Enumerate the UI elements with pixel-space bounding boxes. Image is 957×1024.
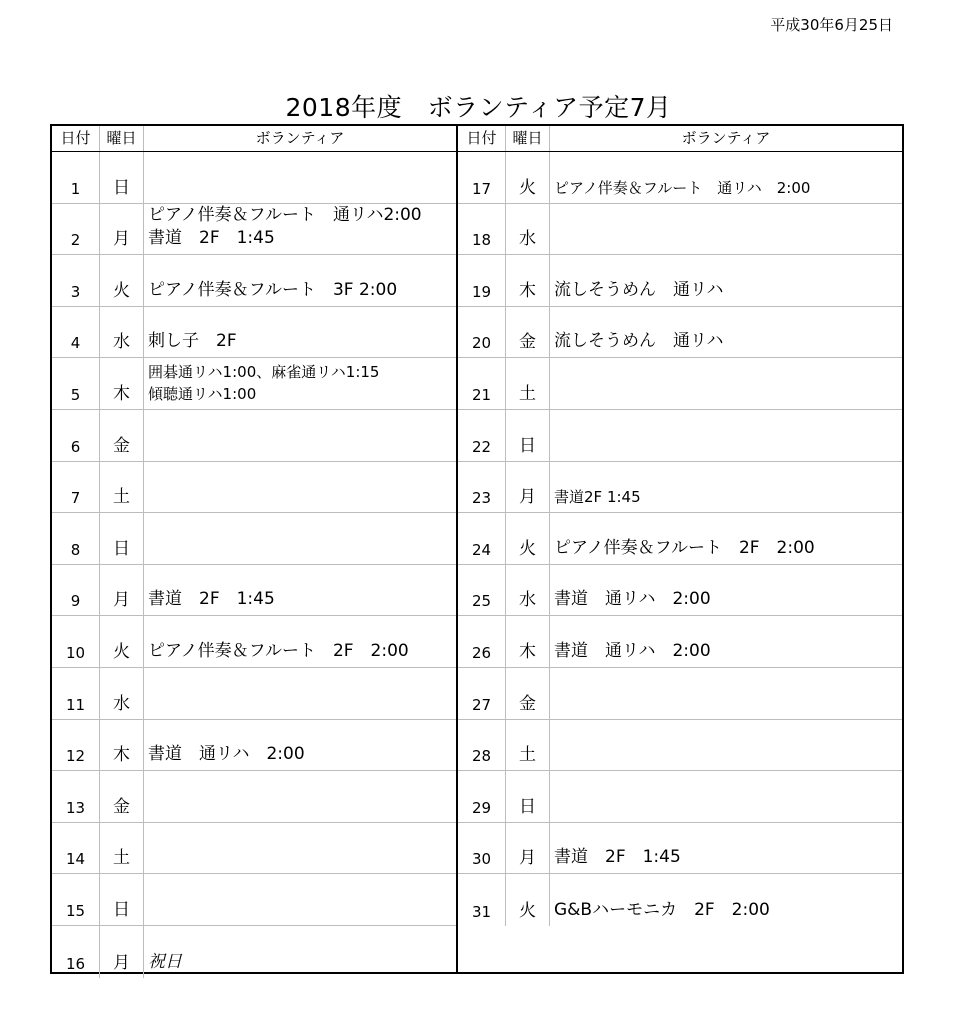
- activity-line: 書道2F 1:45: [554, 488, 641, 507]
- activity-cell: [550, 565, 902, 616]
- day-cell: 4: [52, 307, 100, 358]
- weekday-cell: 日: [100, 874, 144, 925]
- header-weekday: 曜日: [506, 126, 550, 151]
- activity-line: 流しそうめん 通リハ: [554, 279, 724, 300]
- activity-line: 流しそうめん 通リハ: [554, 331, 724, 352]
- activity-cell: [144, 410, 456, 461]
- table-row: [52, 823, 456, 875]
- day-cell: 6: [52, 410, 100, 461]
- table-row: [52, 358, 456, 410]
- table-row: [458, 307, 902, 359]
- activity-cell: [550, 874, 902, 926]
- day-cell: 30: [458, 823, 506, 874]
- activity-cell: [144, 152, 456, 203]
- activity-line: 書道 通リハ 2:00: [554, 640, 711, 661]
- weekday-cell: 水: [100, 668, 144, 719]
- weekday-cell: 金: [100, 410, 144, 461]
- day-cell: 31: [458, 874, 506, 926]
- weekday-cell: 月: [506, 823, 550, 874]
- day-cell: 17: [458, 152, 506, 203]
- weekday-cell: 金: [506, 668, 550, 719]
- day-cell: 14: [52, 823, 100, 874]
- activity-cell: [550, 307, 902, 358]
- table-row: [52, 720, 456, 772]
- table-row: [458, 358, 902, 410]
- activity-cell: [144, 874, 456, 925]
- weekday-cell: 日: [506, 410, 550, 461]
- day-cell: 21: [458, 358, 506, 409]
- day-cell: 27: [458, 668, 506, 719]
- weekday-cell: 水: [506, 204, 550, 255]
- day-cell: 11: [52, 668, 100, 719]
- day-cell: 16: [52, 926, 100, 978]
- weekday-cell: 土: [506, 720, 550, 771]
- weekday-cell: 月: [100, 565, 144, 616]
- weekday-cell: 月: [506, 462, 550, 513]
- activity-line: ピアノ伴奏＆フルート 2F 2:00: [554, 537, 815, 558]
- activity-cell: [144, 307, 456, 358]
- table-row: [52, 462, 456, 514]
- schedule-left-half: [52, 126, 458, 972]
- table-row: [52, 771, 456, 823]
- day-cell: 5: [52, 358, 100, 409]
- activity-cell: [144, 255, 456, 306]
- activity-line: 刺し子 2F: [148, 331, 237, 352]
- activity-cell: [550, 204, 902, 255]
- activity-line: 傾聴通リハ1:00: [148, 384, 257, 403]
- day-cell: 20: [458, 307, 506, 358]
- table-row: [52, 152, 456, 204]
- table-row: [458, 255, 902, 307]
- weekday-cell: 水: [506, 565, 550, 616]
- day-cell: 18: [458, 204, 506, 255]
- activity-cell: [550, 823, 902, 874]
- header-activity: ボランティア: [681, 129, 771, 147]
- table-header-row: [52, 126, 456, 152]
- table-row: [458, 513, 902, 565]
- activity-cell: [550, 668, 902, 719]
- activity-cell: [550, 720, 902, 771]
- table-row: [458, 410, 902, 462]
- table-row: [52, 874, 456, 926]
- table-row: [52, 410, 456, 462]
- activity-cell: [144, 565, 456, 616]
- activity-cell: [550, 410, 902, 461]
- activity-line: 書道 通リハ 2:00: [148, 744, 305, 765]
- weekday-cell: 土: [100, 823, 144, 874]
- activity-line: 書道 2F 1:45: [148, 228, 275, 249]
- activity-line: 書道 2F 1:45: [554, 847, 681, 868]
- day-cell: 1: [52, 152, 100, 203]
- table-row: [458, 771, 902, 823]
- activity-line: ピアノ伴奏＆フルート 2F 2:00: [148, 640, 409, 661]
- weekday-cell: 木: [506, 616, 550, 667]
- activity-line: G&Bハーモニカ 2F 2:00: [554, 899, 770, 920]
- weekday-cell: 月: [100, 926, 144, 978]
- weekday-cell: 金: [506, 307, 550, 358]
- activity-cell: [550, 616, 902, 667]
- activity-cell: [144, 823, 456, 874]
- header-day: 日付: [458, 126, 506, 151]
- table-row: [458, 565, 902, 617]
- activity-line: 書道 通リハ 2:00: [554, 589, 711, 610]
- table-row: [458, 668, 902, 720]
- table-row: [52, 565, 456, 617]
- document-date: 平成30年6月25日: [770, 16, 893, 34]
- day-cell: 29: [458, 771, 506, 822]
- table-row: [52, 668, 456, 720]
- activity-cell: [144, 616, 456, 667]
- weekday-cell: 日: [100, 513, 144, 564]
- activity-line: 囲碁通リハ1:00、麻雀通リハ1:15: [148, 362, 380, 381]
- weekday-cell: 火: [506, 152, 550, 203]
- day-cell: 19: [458, 255, 506, 306]
- table-row: [52, 204, 456, 256]
- activity-cell: [550, 358, 902, 409]
- activity-cell: [550, 255, 902, 306]
- weekday-cell: 金: [100, 771, 144, 822]
- weekday-cell: 木: [100, 358, 144, 409]
- day-cell: 3: [52, 255, 100, 306]
- table-row: [52, 513, 456, 565]
- activity-cell: [550, 462, 902, 513]
- day-cell: 25: [458, 565, 506, 616]
- table-row: [52, 255, 456, 307]
- header-weekday: 曜日: [100, 126, 144, 151]
- day-cell: 9: [52, 565, 100, 616]
- activity-cell: [144, 358, 456, 409]
- day-cell: 12: [52, 720, 100, 771]
- document-title: 2018年度 ボランティア予定7月: [285, 93, 672, 122]
- day-cell: 15: [52, 874, 100, 925]
- weekday-cell: 火: [100, 255, 144, 306]
- day-cell: 24: [458, 513, 506, 564]
- weekday-cell: 日: [100, 152, 144, 203]
- weekday-cell: 火: [506, 874, 550, 926]
- activity-cell: [144, 513, 456, 564]
- activity-cell: [144, 720, 456, 771]
- table-row: [458, 720, 902, 772]
- header-activity: ボランティア: [255, 129, 345, 147]
- weekday-cell: 土: [506, 358, 550, 409]
- table-row: [458, 204, 902, 256]
- activity-cell: [144, 204, 456, 255]
- header-day: 日付: [52, 126, 100, 151]
- weekday-cell: 月: [100, 204, 144, 255]
- activity-cell: [550, 771, 902, 822]
- day-cell: 2: [52, 204, 100, 255]
- table-row: [458, 152, 902, 204]
- activity-cell: [144, 462, 456, 513]
- table-header-row: [458, 126, 902, 152]
- day-cell: 13: [52, 771, 100, 822]
- table-row: [52, 926, 456, 978]
- day-cell: 23: [458, 462, 506, 513]
- activity-line: ピアノ伴奏＆フルート 通リハ2:00: [148, 205, 422, 226]
- day-cell: 22: [458, 410, 506, 461]
- day-cell: 8: [52, 513, 100, 564]
- day-cell: 7: [52, 462, 100, 513]
- right-rows: [458, 152, 902, 926]
- left-rows: [52, 152, 456, 978]
- activity-cell: [550, 152, 902, 203]
- weekday-cell: 水: [100, 307, 144, 358]
- weekday-cell: 土: [100, 462, 144, 513]
- activity-cell: [144, 668, 456, 719]
- table-row: [52, 616, 456, 668]
- schedule-table: [50, 124, 904, 974]
- activity-cell: [550, 513, 902, 564]
- weekday-cell: 木: [506, 255, 550, 306]
- activity-line: 書道 2F 1:45: [148, 589, 275, 610]
- table-row: [52, 307, 456, 359]
- table-row: [458, 616, 902, 668]
- day-cell: 10: [52, 616, 100, 667]
- activity-line: ピアノ伴奏＆フルート 3F 2:00: [148, 279, 398, 300]
- day-cell: 28: [458, 720, 506, 771]
- weekday-cell: 日: [506, 771, 550, 822]
- schedule-right-half: [458, 126, 902, 972]
- day-cell: 26: [458, 616, 506, 667]
- holiday-label: 祝日: [148, 951, 182, 972]
- activity-line: ピアノ伴奏＆フルート 通リハ 2:00: [554, 178, 811, 197]
- activity-cell: [144, 771, 456, 822]
- weekday-cell: 火: [100, 616, 144, 667]
- weekday-cell: 木: [100, 720, 144, 771]
- activity-cell: [144, 926, 456, 978]
- table-row: [458, 462, 902, 514]
- table-row: [458, 823, 902, 875]
- weekday-cell: 火: [506, 513, 550, 564]
- table-row: [458, 874, 902, 926]
